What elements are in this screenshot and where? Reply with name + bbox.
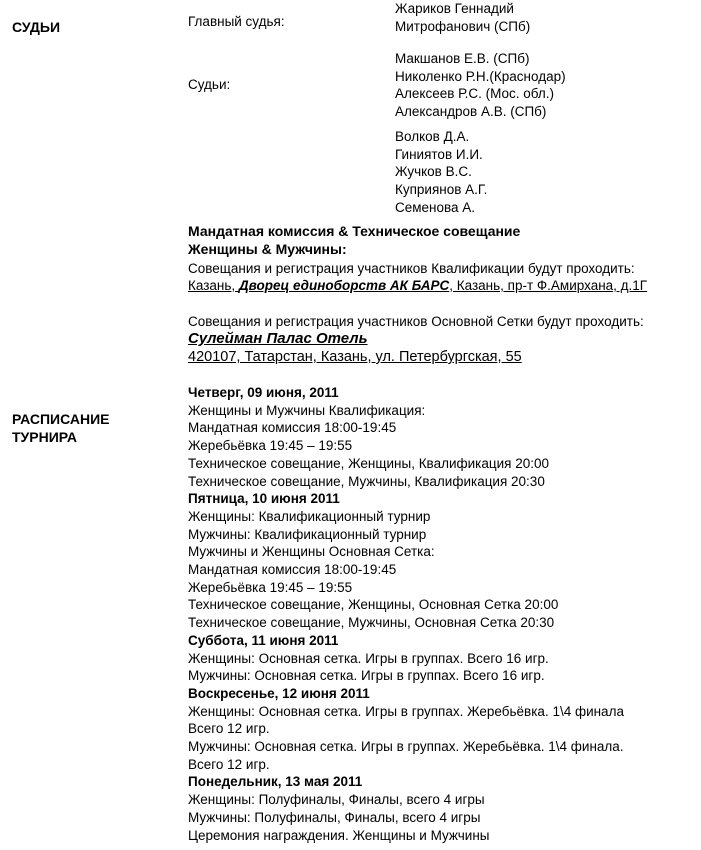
schedule-item: Всего 12 игр.	[188, 721, 270, 737]
schedule-item: Техническое совещание, Женщины, Квалификация 20:00	[188, 455, 549, 471]
schedule-day-date: Пятница, 10 июня 2011	[188, 491, 340, 507]
section-title-judges: СУДЬИ	[12, 19, 61, 35]
judge-name: Гиниятов И.И.	[395, 146, 483, 162]
schedule-item: Мужчины: Полуфиналы, Финалы, всего 4 игры	[188, 809, 481, 825]
main-venue-address: 420107, Татарстан, Казань, ул. Петербургская, 55	[188, 349, 522, 365]
main-venue-name: Сулейман Палас Отель	[188, 330, 368, 347]
schedule-day-date: Воскресенье, 12 июня 2011	[188, 685, 370, 701]
schedule-item: Церемония награждения. Женщины и Мужчины	[188, 827, 490, 843]
qual-venue-name: Дворец единоборств АК БАРС	[238, 278, 450, 293]
chief-judge-line: Жариков Геннадий	[395, 1, 514, 16]
judges-list-1	[395, 50, 566, 121]
judge-name: Александров А.В. (СПб)	[395, 104, 547, 120]
chief-judge-line: Митрофанович (СПб)	[395, 18, 531, 34]
qual-venue-city: Казань,	[188, 278, 239, 293]
schedule-item: Техническое совещание, Женщины, Основная Сетка 20:00	[188, 597, 559, 613]
commission-heading: Мандатная комиссия & Техническое совещание	[188, 223, 521, 239]
schedule-item: Женщины: Квалификационный турнир	[188, 508, 431, 524]
schedule-item: Мужчины и Женщины Основная Сетка:	[188, 544, 435, 560]
schedule-item: Техническое совещание, Мужчины, Квалификация 20:30	[188, 473, 545, 489]
judge-name: Куприянов А.Г.	[395, 182, 488, 198]
judge-name: Макшанов Е.В. (СПб)	[395, 51, 530, 66]
schedule-item: Женщины и Мужчины Квалификация:	[188, 402, 426, 418]
schedule-item: Мандатная комиссия 18:00-19:45	[188, 562, 397, 578]
schedule-list	[188, 384, 624, 844]
commission-subheading: Женщины & Мужчины:	[188, 241, 347, 257]
judges-label: Судьи:	[188, 77, 231, 92]
schedule-item: Мужчины: Основная сетка. Игры в группах. Всего 16 игр.	[188, 668, 545, 684]
judge-name: Жучков В.С.	[395, 164, 472, 180]
schedule-day-date: Четверг, 09 июня, 2011	[188, 385, 339, 400]
qual-venue	[188, 277, 647, 295]
qual-venue-address: , Казань, пр-т Ф.Амирхана, д.1Г	[449, 278, 648, 293]
schedule-day-date: Понедельник, 13 мая 2011	[188, 774, 363, 790]
schedule-item: Техническое совещание, Мужчины, Основная Сетка 20:30	[188, 615, 555, 631]
schedule-item: Мужчины: Квалификационный турнир	[188, 526, 427, 542]
section-title-schedule-line1: РАСПИСАНИЕ	[12, 411, 110, 427]
schedule-item: Жеребьёвка 19:45 – 19:55	[188, 579, 353, 595]
judges-list-2	[395, 128, 487, 217]
chief-judge-label: Главный судья:	[188, 14, 285, 29]
chief-judge-name	[395, 0, 530, 35]
schedule-item: Женщины: Основная сетка. Игры в группах. Всего 16 игр.	[188, 650, 549, 666]
schedule-item: Всего 12 игр.	[188, 756, 270, 772]
schedule-item: Мужчины: Основная сетка. Игры в группах. Жеребьёвка. 1\4 финала.	[188, 739, 624, 755]
judge-name: Семенова А.	[395, 199, 476, 215]
judge-name: Алексеев Р.С. (Мос. обл.)	[395, 86, 555, 102]
section-title-schedule-line2: ТУРНИРА	[12, 429, 77, 445]
schedule-item: Женщины: Полуфиналы, Финалы, всего 4 игры	[188, 792, 485, 808]
main-registration-text: Совещания и регистрация участников Основной Сетки будут проходить:	[188, 314, 644, 329]
schedule-item: Женщины: Основная сетка. Игры в группах. Жеребьёвка. 1\4 финала	[188, 703, 624, 719]
judge-name: Николенко Р.Н.(Краснодар)	[395, 68, 566, 84]
schedule-item: Жеребьёвка 19:45 – 19:55	[188, 438, 353, 454]
schedule-item: Мандатная комиссия 18:00-19:45	[188, 420, 397, 436]
qual-registration-text: Совещания и регистрация участников Квалификации будут проходить:	[188, 261, 635, 276]
schedule-day-date: Суббота, 11 июня 2011	[188, 632, 339, 648]
judge-name: Волков Д.А.	[395, 129, 470, 144]
